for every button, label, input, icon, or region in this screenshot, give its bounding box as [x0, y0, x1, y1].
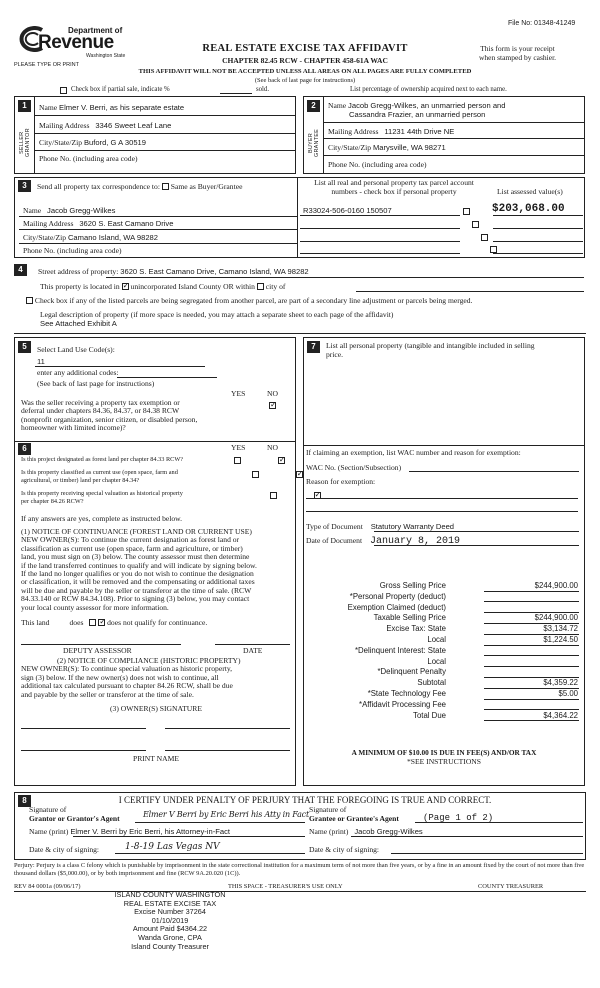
notice-of-compliance: (2) NOTICE OF COMPLIANCE (HISTORIC PROPERTY) NEW OWNER(S): To continue special valuation as historic property, sign (3) below. If the new owner(s) does not wish to continue, all additional tax calculated pursuant to chapter 84.26 RCW, shall be due and payable by the seller or transferor at the time of sale. [21, 656, 241, 699]
does-not-checkbox[interactable] [98, 619, 105, 626]
county-treasurer-label: COUNTY TREASURER [478, 883, 544, 890]
section-2-buyer: 2 BUYER GRANTEE Name Jacob Gregg-Wilkes, an unmarried person and Cassandra Frazier, an unmarried person Mailing Address 11231 44th Drive NE City/State/Zip Marysville, WA 98271 Phone No. (including area code) [303, 96, 585, 174]
personal-property-checkbox[interactable] [481, 234, 488, 241]
tax-phone[interactable]: Phone No. (including area code) [23, 246, 122, 255]
buyer-name[interactable]: Jacob Gregg-Wilkes, an unmarried person and [348, 101, 506, 110]
segregation-checkbox[interactable] [26, 297, 33, 304]
perjury-notice: Perjury: Perjury is a class C felony which is punishable by imprisonment in the state correctional institution for a maximum term of not more than five years, or by a fine in an amount fixed by the court of not more than five thousand dollars ($5,000.00), or by both imprisonment and fine (RCW 9A.20.020 (1C)). [14, 862, 585, 877]
land-use-code[interactable]: 11 [37, 357, 45, 366]
grantor-date-city[interactable]: 1-8-19 Las Vegas NV [125, 842, 220, 852]
please-type: PLEASE TYPE OR PRINT [14, 62, 80, 68]
section-number: 8 [18, 795, 31, 807]
receipt-note: This form is your receipt when stamped by cashier. [478, 44, 557, 62]
form-subtitle: CHAPTER 82.45 RCW - CHAPTER 458-61A WAC [222, 56, 388, 65]
section-7-personal-property: 7 List all personal property (tangible and intangible included in selling price. If claiming an exemption, list WAC number and reason for exemption: WAC No. (Section/Subsection) Reason for exemption: Type of Document Statutory Warranty Deed Date of Document January 8, 2019 Gross Selling Price $244,900.00 *Personal Property (deduct) Exemption Claimed (deduct) Taxable Selling Price $244,900.00 Excise Tax: State $3,134.72 Local $1,224.50 *Delinquent Interest: State Local *Delinquent Penalty Subtotal $4,359.22 *State Technology Fee $5.00 *Affidavit Processing Fee Total Due $4,364.22 A MINIMUM OF $10.00 IS DUE IN FEE(S) AND/OR TAX *SEE INSTRUCTIONS [303, 337, 585, 786]
page-indicator: (Page 1 of 2) [423, 813, 494, 823]
form-revision: REV 84 0001a (09/06/17) [14, 883, 81, 890]
dor-logo: Department of Revenue Washington State [16, 22, 126, 62]
exemption-no-checkbox[interactable] [269, 402, 276, 409]
historic-yes-checkbox[interactable] [270, 492, 277, 499]
assessed-value[interactable]: $203,068.00 [492, 203, 565, 215]
grantee-date-city-line[interactable] [391, 853, 583, 854]
seller-mailing-address[interactable]: 3346 Sweet Leaf Lane [95, 121, 172, 130]
buyer-city-state-zip[interactable]: Marysville, WA 98271 [372, 143, 446, 152]
forest-yes-checkbox[interactable] [234, 457, 241, 464]
legal-description-label: Legal description of property (if more space is needed, you may attach a separate sheet to each page of the affidavit) [40, 310, 394, 319]
seller-phone[interactable]: Phone No. (including area code) [39, 154, 138, 163]
street-address-row: Street address of property: 3620 S. East Camano Drive, Camano Island, WA 98282 [38, 267, 309, 276]
current-use-yes-checkbox[interactable] [252, 471, 259, 478]
does-checkbox[interactable] [89, 619, 96, 626]
section-number: 6 [18, 443, 31, 455]
grantor-printed-name[interactable]: Elmer V. Berri by Eric Berri, his Attorney-in-Fact [70, 827, 230, 836]
personal-property-checkbox[interactable] [490, 246, 497, 253]
partial-sale-checkbox[interactable] [60, 87, 67, 94]
personal-property-checkbox[interactable] [472, 221, 479, 228]
section-number: 1 [18, 100, 31, 112]
form-title: REAL ESTATE EXCISE TAX AFFIDAVIT [202, 43, 408, 54]
seller-name[interactable]: Elmer V. Berri, as his separate estate [59, 103, 185, 112]
section-number: 7 [307, 341, 320, 353]
section-3-tax-correspondence: 3 Send all property tax correspondence to: Same as Buyer/Grantee Name Jacob Gregg-Wilkes Mailing Address 3620 S. East Camano Drive City/State/Zip Camano Island, WA 98282 Phone No. (including area code) List all real and personal property tax parcel account numbers - check box if personal property List assessed value(s) R33024-506-0160 150507 $203,068.00 [14, 177, 585, 258]
minimum-fee-note: A MINIMUM OF $10.00 IS DUE IN FEE(S) AND/OR TAX [351, 748, 537, 757]
personal-property-checkbox[interactable] [463, 208, 470, 215]
grantee-signature-line[interactable] [415, 822, 583, 823]
tax-name[interactable]: Jacob Gregg-Wilkes [47, 206, 116, 215]
location-row: This property is located in ✓ unincorporated Island County OR within city of [40, 282, 285, 291]
qualify-row: This land does ✓ does not qualify for continuance. [21, 618, 207, 627]
grantor-signature[interactable]: Elmer V Berri by Eric Berri his Atty in Fact [143, 810, 309, 819]
section-number: 5 [18, 341, 31, 353]
section-number: 2 [307, 100, 320, 112]
tax-city-state-zip[interactable]: Camano Island, WA 98282 [67, 233, 158, 242]
grantee-printed-name[interactable]: Jacob Gregg-Wilkes [354, 827, 423, 836]
section-1-seller: 1 SELLER GRANTOR Name Elmer V. Berri, as his separate estate Mailing Address 3346 Sweet Leaf Lane City/State/Zip Buford, G A 30519 Phone No. (including area code) [14, 96, 296, 174]
print-name-line[interactable] [21, 750, 146, 751]
wac-number-line[interactable] [409, 471, 579, 472]
section-number: 3 [18, 180, 31, 192]
section-4-number: 4 [14, 264, 27, 276]
see-back-note: (See back of last page for instructions) [254, 77, 356, 84]
acceptance-warning: THIS AFFIDAVIT WILL NOT BE ACCEPTED UNLESS ALL AREAS ON ALL PAGES ARE FULLY COMPLETED [138, 68, 472, 75]
treasurer-stamp: ISLAND COUNTY WASHINGTON REAL ESTATE EXCISE TAX Excise Number 37264 01/10/2019 Amount Paid $4364.22 Wanda Grone, CPA Island County Treasurer [114, 890, 226, 951]
document-date[interactable]: January 8, 2019 [370, 536, 461, 547]
buyer-phone[interactable]: Phone No. (including area code) [328, 160, 427, 169]
city-checkbox[interactable] [257, 283, 264, 290]
buyer-mailing-address[interactable]: 11231 44th Drive NE [384, 127, 455, 136]
section-5-land-use: 5 Select Land Use Code(s): 11 enter any additional codes: (See back of last page for instructions) YES NO Was the seller receiving a property tax exemption or deferral under chapters 84.36, 84.37, or 84.38 RCW (nonprofit organization, senior citizen, or disabled person, homeowner with limited income)? ✓ [14, 337, 296, 442]
same-as-buyer-checkbox[interactable] [162, 183, 169, 190]
tax-mailing-address[interactable]: 3620 S. East Camano Drive [79, 219, 174, 228]
parcel-number[interactable]: R33024-506-0160 150507 [303, 206, 392, 215]
document-type[interactable]: Statutory Warranty Deed [370, 522, 455, 531]
property-street-address[interactable]: 3620 S. East Camano Drive, Camano Island, WA 98282 [120, 267, 309, 276]
segregation-row: Check box if any of the listed parcels are being segregated from another parcel, are part of a secondary line adjustment or parcels being merged. [26, 296, 586, 305]
file-number: File No: 01348-41249 [508, 20, 576, 27]
current-use-no-checkbox[interactable] [296, 471, 303, 478]
legal-description[interactable]: See Attached Exhibit A [40, 319, 117, 328]
treasurer-space-label: THIS SPACE - TREASURER'S USE ONLY [228, 883, 343, 890]
forest-no-checkbox[interactable] [278, 457, 285, 464]
seller-city-state-zip[interactable]: Buford, G A 30519 [83, 138, 146, 147]
section-6-special-valuation: 6 YES NO Is this project designated as forest land per chapter 84.33 RCW? ✓ Is this property classified as current use (open space, farm and agricultural, or timber) land per chapter 84.34? ✓ Is this property receiving special valuation as historical property per chapter 84.26 RCW? ✓ If any answers are yes, complete as instructed below. (1) NOTICE OF CONTINUANCE (FOREST LAND OR CURRENT USE) NEW OWNER(S): To continue the current designation as forest land or classification as current use (open space, farm and agriculture, or timber) land, you must sign on (3) below. The county assessor must then determine if the land transferred continues to qualify and will indicate by signing below. If the land no longer qualifies or you do not wish to continue the designation or classification, it will be removed and the compensating or additional taxes will be due and payable by the seller or transferor at the time of sale. (RCW 84.33.140 or RCW 84.34.108). Prior to signing (3) below, you may contact your local county assessor for more information. This land does ✓ does not qualify for continuance. DEPUTY ASSESSOR DATE (2) NOTICE OF COMPLIANCE (HISTORIC PROPERTY) NEW OWNER(S): To continue special valuation as historic property, sign (3) below. If the new owner(s) does not wish to continue, all additional tax calculated pursuant to chapter 84.26 RCW, shall be due and payable by the seller or transferor at the time of sale. (3) OWNER(S) SIGNATURE PRINT NAME [14, 442, 296, 786]
section-8-certification: 8 I CERTIFY UNDER PENALTY OF PERJURY THAT THE FOREGOING IS TRUE AND CORRECT. Signature of Grantor or Grantor's Agent Elmer V Berri by Eric Berri his Atty in Fact Name (print) Elmer V. Berri by Eric Berri, his Attorney-in-Fact Date & city of signing: 1-8-19 Las Vegas NV Signature of Grantee or Grantee's Agent (Page 1 of 2) Name (print) Jacob Gregg-Wilkes Date & city of signing: [14, 792, 586, 860]
unincorporated-checkbox[interactable] [122, 283, 129, 290]
notice-of-continuance: (1) NOTICE OF CONTINUANCE (FOREST LAND OR CURRENT USE) NEW OWNER(S): To continue the current designation as forest land or classification as current use (open space, farm and agriculture, or timber) land, you must sign on (3) below. The county assessor must then determine if the land transferred continues to qualify and will indicate by signing below. If the land no longer qualifies or you do not wish to continue the designation or classification, it will be removed and the compensating or additional taxes will be due and payable by the seller or transferor at the time of sale. (RCW 84.33.140 or RCW 84.34.108). Prior to signing (3) below, you may contact your local county assessor for more information. [21, 527, 257, 612]
